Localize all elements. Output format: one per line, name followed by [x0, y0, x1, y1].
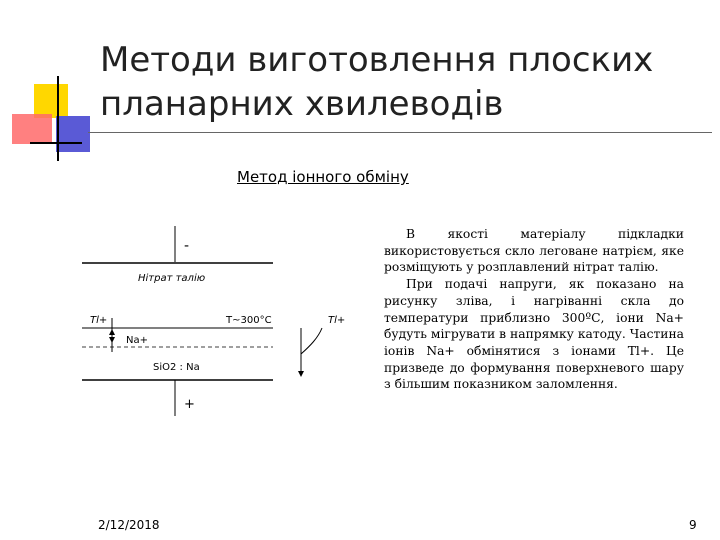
tl-ion-label: Tl+	[90, 315, 108, 326]
na-ion-arrowhead	[109, 329, 115, 335]
ion-exchange-diagram	[80, 222, 380, 422]
footer-date: 2/12/2018	[98, 518, 160, 532]
logo-red-square	[12, 114, 52, 144]
paragraph-2: При подачі напруги, як показано на рисунку зліва, і нагріванні скла до температури приблизно 300ºС, іони Na+ будуть мігрувати в напрямку катоду. Частина іонів Na+ обмінятися з іонами Tl+. Це призведе до формування поверхневого шару з більшим показником заломлення.	[384, 277, 684, 392]
footer-page-number: 9	[689, 518, 697, 532]
temperature-label: T~300°C	[226, 315, 272, 326]
paragraph-1: В якості матеріалу підкладки використовується скло леговане натрієм, яке розміщують у розплавлений нітрат талію.	[384, 227, 684, 275]
melt-label: Нітрат талію	[138, 273, 206, 284]
logo-yellow-square	[34, 84, 68, 118]
slide-subtitle: Метод іонного обміну	[237, 168, 409, 186]
anode-plus-sign: +	[184, 397, 195, 412]
profile-ion-label: Tl+	[328, 315, 346, 326]
profile-axis-arrowhead	[298, 371, 304, 377]
slide-title-line-1: Методи виготовлення плоских	[100, 40, 654, 80]
slide-title-line-2: планарних хвилеводів	[100, 84, 504, 124]
na-ion-label: Na+	[126, 335, 148, 346]
tl-concentration-curve	[301, 328, 322, 354]
slide-logo-decoration	[0, 0, 100, 170]
logo-vertical-line	[57, 76, 59, 161]
slide-title	[100, 38, 700, 126]
logo-blue-square	[56, 116, 90, 152]
glass-composition-label: SiO2 : Na	[153, 362, 200, 373]
description-text	[384, 226, 684, 393]
cathode-minus-sign: -	[184, 238, 190, 254]
title-underline-rule	[88, 132, 712, 133]
logo-horizontal-line	[30, 142, 82, 144]
